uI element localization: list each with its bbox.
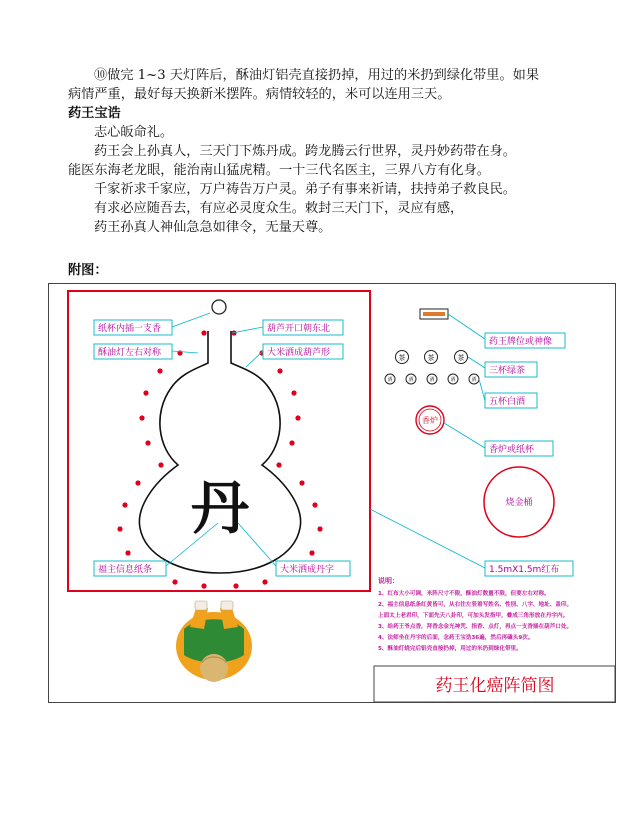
svg-text:说明：: 说明：: [378, 577, 399, 585]
incense-cup: [212, 300, 226, 314]
svg-text:5、酥油灯烧完后铝壳直接扔掉，用过的米扔到绿化带里。: 5、酥油灯烧完后铝壳直接扔掉，用过的米扔到绿化带里。: [378, 646, 522, 652]
svg-text:福主信息纸条: 福主信息纸条: [98, 565, 153, 575]
svg-text:烧金桶: 烧金桶: [505, 498, 533, 508]
svg-text:香炉: 香炉: [422, 416, 438, 425]
svg-text:酒: 酒: [450, 377, 456, 383]
svg-text:三杯绿茶: 三杯绿茶: [489, 366, 526, 376]
scripture-line: 志心皈命礼。: [94, 125, 174, 140]
svg-text:纸杯内插一支香: 纸杯内插一支香: [98, 324, 162, 334]
svg-text:茶: 茶: [457, 354, 465, 362]
svg-text:1.5mX1.5m红布: 1.5mX1.5m红布: [489, 565, 560, 575]
svg-text:上面太上老君印，下面先天八卦印，可加头发指甲，叠成三角形放在: 上面太上老君印，下面先天八卦印，可加头发指甲，叠成三角形放在丹字内。: [378, 613, 569, 619]
document-text: [68, 66, 608, 237]
svg-text:大米洒成葫芦形: 大米洒成葫芦形: [267, 348, 331, 358]
section-heading: 药王宝诰: [68, 106, 121, 121]
svg-text:大米洒成丹字: 大米洒成丹字: [280, 565, 335, 575]
tea-cups: [396, 351, 468, 364]
svg-text:酒: 酒: [471, 377, 477, 383]
figure-caption: 附图：: [68, 263, 108, 278]
svg-text:药王牌位或神像: 药王牌位或神像: [489, 337, 553, 347]
censer: [416, 406, 444, 434]
svg-text:酒: 酒: [387, 377, 393, 383]
scripture-line: 药王孙真人神仙急急如律令，无量天尊。: [94, 220, 332, 235]
yaowang-tablet: [420, 309, 448, 319]
svg-text:3、给药王爷点香，拜香念金光神咒、指香、点灯，再点一支香插在: 3、给药王爷点香，拜香念金光神咒、指香、点灯，再点一支香插在葫芦口处。: [378, 624, 573, 630]
paragraph-line: 病情严重，最好每天换新米摆阵。病情较轻的，米可以连用三天。: [68, 87, 451, 102]
scripture-line: 能医东海老龙眼，能治南山猛虎精。一十三代名医主，三界八方有化身。: [68, 163, 490, 178]
svg-text:香炉或纸杯: 香炉或纸杯: [489, 445, 535, 455]
paragraph-line: ⑩做完 1~3 天灯阵后，酥油灯铝壳直接扔掉，用过的米扔到绿化带里。如果: [94, 68, 540, 83]
svg-text:2、福主信息纸条红黄皆可，从右往左竖着写姓名、性别、八字、地: 2、福主信息纸条红黄皆可，从右往左竖着写姓名、性别、八字、地址、盖印。: [378, 602, 573, 608]
diagram-title-box: [374, 666, 615, 702]
svg-text:酒: 酒: [408, 377, 414, 383]
dan-character: 丹: [190, 474, 250, 542]
svg-text:茶: 茶: [398, 354, 406, 362]
svg-text:茶: 茶: [427, 354, 435, 362]
svg-text:葫芦开口朝东北: 葫芦开口朝东北: [267, 324, 331, 334]
svg-text:五杯白酒: 五杯白酒: [489, 397, 526, 407]
scripture-line: 有求必应随吾去，有应必灵度众生。敕封三天门下，灵应有感，: [94, 201, 464, 216]
svg-text:药王化癌阵简图: 药王化癌阵简图: [435, 676, 555, 696]
scripture-line: 千家祈求千家应，万户祷告万户灵。弟子有事来祈请，扶持弟子救良民。: [94, 182, 516, 197]
svg-text:酥油灯左右对称: 酥油灯左右对称: [98, 348, 162, 358]
array-diagram: [48, 283, 616, 703]
svg-text:1、红布大小可调，米阵尺寸不限，酥油灯数量不限，但要左右对称: 1、红布大小可调，米阵尺寸不限，酥油灯数量不限，但要左右对称。: [378, 591, 550, 597]
svg-text:酒: 酒: [429, 377, 435, 383]
scripture-line: 药王会上孙真人，三天门下炼丹成。跨龙腾云行世界，灵丹妙药带在身。: [94, 144, 516, 159]
svg-text:4、法师坐在丹字的后面，念药王宝诰36遍，然后再磕头9次。: 4、法师坐在丹字的后面，念药王宝诰36遍，然后再磕头9次。: [378, 635, 534, 641]
